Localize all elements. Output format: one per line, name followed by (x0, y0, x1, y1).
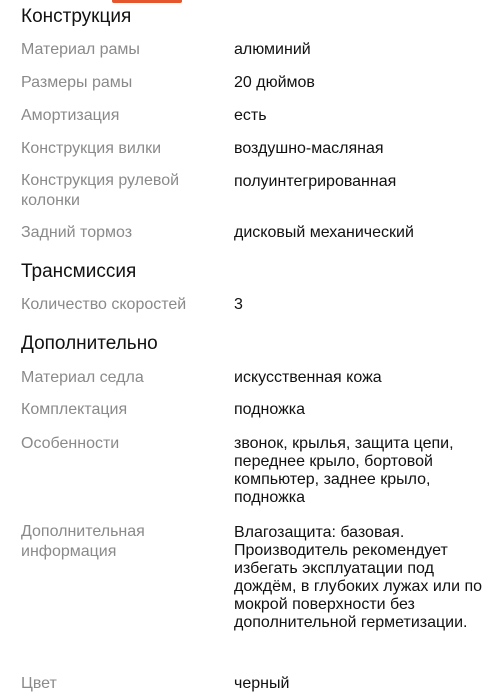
spec-value-suspension: есть (234, 107, 267, 124)
spec-label-additional-info: Дополнительная информация (21, 523, 145, 560)
spec-value-saddle-material: искусственная кожа (234, 369, 382, 386)
spec-label-headset-design: Конструкция рулевой колонки (21, 172, 180, 209)
spec-label-features: Особенности (21, 435, 120, 452)
tab-accent-indicator (112, 0, 182, 3)
spec-label-gear-count: Количество скоростей (21, 296, 187, 313)
spec-value-frame-material: алюминий (234, 41, 311, 58)
section-title-transmission: Трансмиссия (21, 261, 137, 282)
spec-value-additional-info: Влагозащита: базовая. Производитель рекомендует избегать эксплуатации под дождём, в глубоких лужах или по мокрой поверхности без дополнительной герметизации. (234, 524, 483, 631)
spec-value-frame-size: 20 дюймов (234, 74, 315, 91)
spec-value-package: подножка (234, 401, 306, 418)
spec-label-package: Комплектация (21, 401, 128, 418)
spec-label-rear-brake: Задний тормоз (21, 224, 133, 241)
spec-label-suspension: Амортизация (21, 107, 120, 124)
spec-value-gear-count: 3 (234, 296, 243, 313)
section-title-additional: Дополнительно (21, 333, 158, 354)
spec-label-saddle-material: Материал седла (21, 369, 144, 386)
spec-label-fork-design: Конструкция вилки (21, 140, 162, 157)
spec-value-headset-design: полуинтегрированная (234, 173, 397, 190)
spec-label-color: Цвет (21, 675, 57, 692)
spec-label-frame-size: Размеры рамы (21, 74, 133, 91)
spec-label-frame-material: Материал рамы (21, 41, 140, 58)
section-title-construction: Конструкция (21, 6, 132, 27)
spec-value-rear-brake: дисковый механический (234, 224, 414, 241)
spec-value-fork-design: воздушно-масляная (234, 140, 384, 157)
spec-value-features: звонок, крылья, защита цепи, переднее крыло, бортовой компьютер, заднее крыло, подножка (234, 435, 454, 506)
spec-value-color: черный (234, 675, 290, 692)
